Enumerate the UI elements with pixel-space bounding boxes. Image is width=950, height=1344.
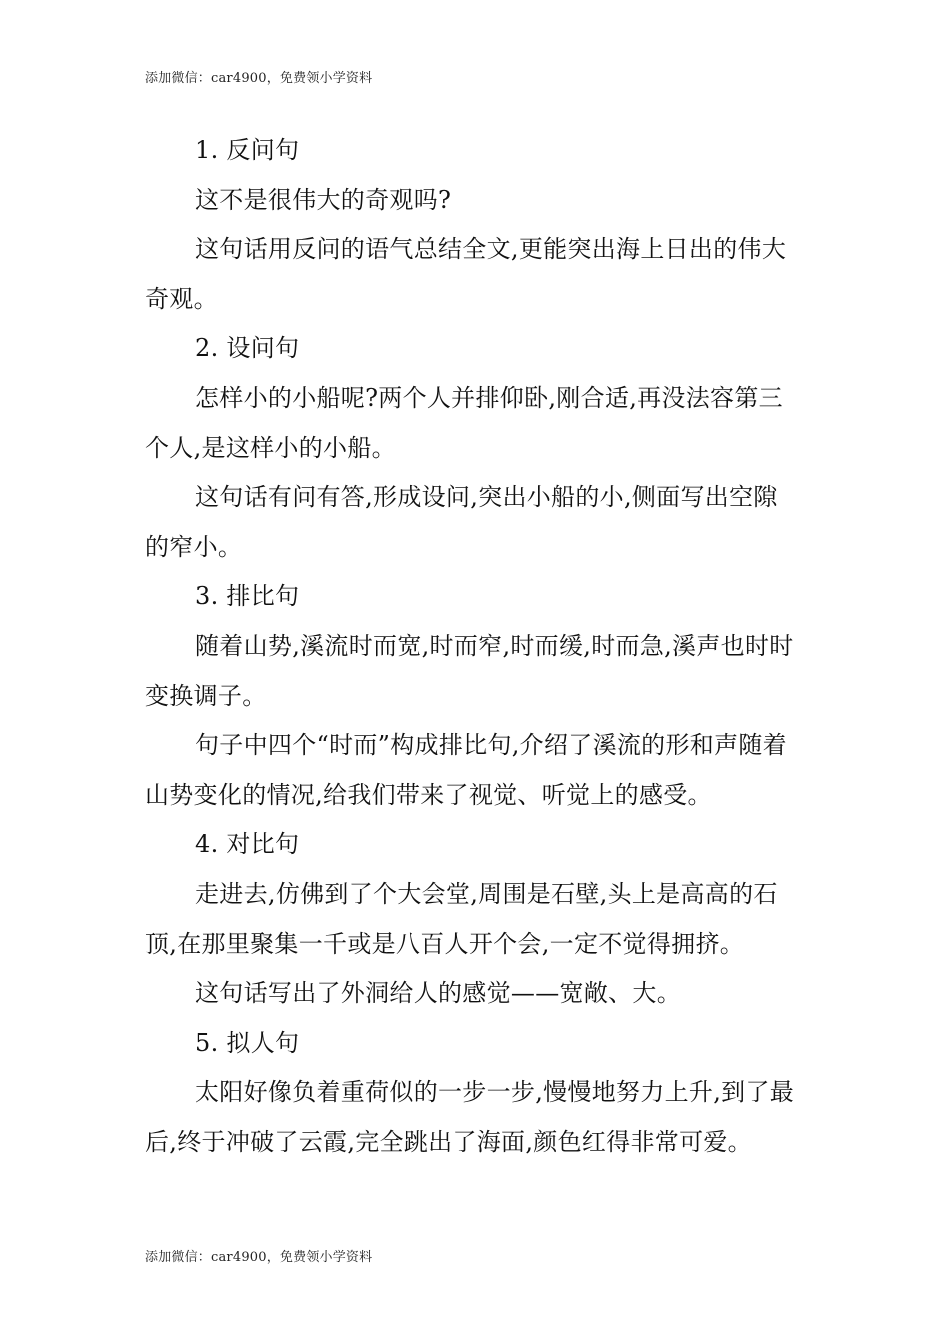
heading-contrast: 4. 对比句 [195, 830, 300, 859]
explanation-paragraph: 这句话有问有答,形成设问,突出小船的小,侧面写出空隙的窄小。 [145, 483, 778, 561]
explanation-paragraph: 句子中四个“时而”构成排比句,介绍了溪流的形和声随着山势变化的情况,给我们带来了视觉、听觉上的感受。 [145, 731, 787, 809]
example-sentence: 太阳好像负着重荷似的一步一步,慢慢地努力上升,到了最后,终于冲破了云霞,完全跳出了海面,颜色红得非常可爱。 [145, 1078, 795, 1156]
header-note: 添加微信：car4900，免费领小学资料 [145, 71, 373, 86]
explanation-paragraph: 这句话用反问的语气总结全文,更能突出海上日出的伟大奇观。 [145, 235, 787, 313]
heading-personification: 5. 拟人句 [195, 1028, 300, 1057]
heading-self-question: 2. 设问句 [195, 334, 300, 363]
example-sentence: 这不是很伟大的奇观吗? [195, 185, 452, 214]
heading-rhetorical-question: 1. 反问句 [195, 136, 300, 164]
footer-note: 添加微信：car4900，免费领小学资料 [145, 1250, 373, 1265]
explanation-paragraph: 这句话写出了外洞给人的感觉——宽敞、大。 [195, 979, 681, 1008]
example-sentence: 走进去,仿佛到了个大会堂,周围是石壁,头上是高高的石顶,在那里聚集一千或是八百人开个会,一定不觉得拥挤。 [145, 879, 778, 958]
example-sentence: 随着山势,溪流时而宽,时而窄,时而缓,时而急,溪声也时时变换调子。 [145, 631, 794, 710]
example-sentence: 怎样小的小船呢?两个人并排仰卧,刚合适,再没法容第三个人,是这样小的小船。 [145, 383, 783, 462]
heading-parallelism: 3. 排比句 [195, 582, 300, 611]
document-body [145, 126, 800, 1167]
